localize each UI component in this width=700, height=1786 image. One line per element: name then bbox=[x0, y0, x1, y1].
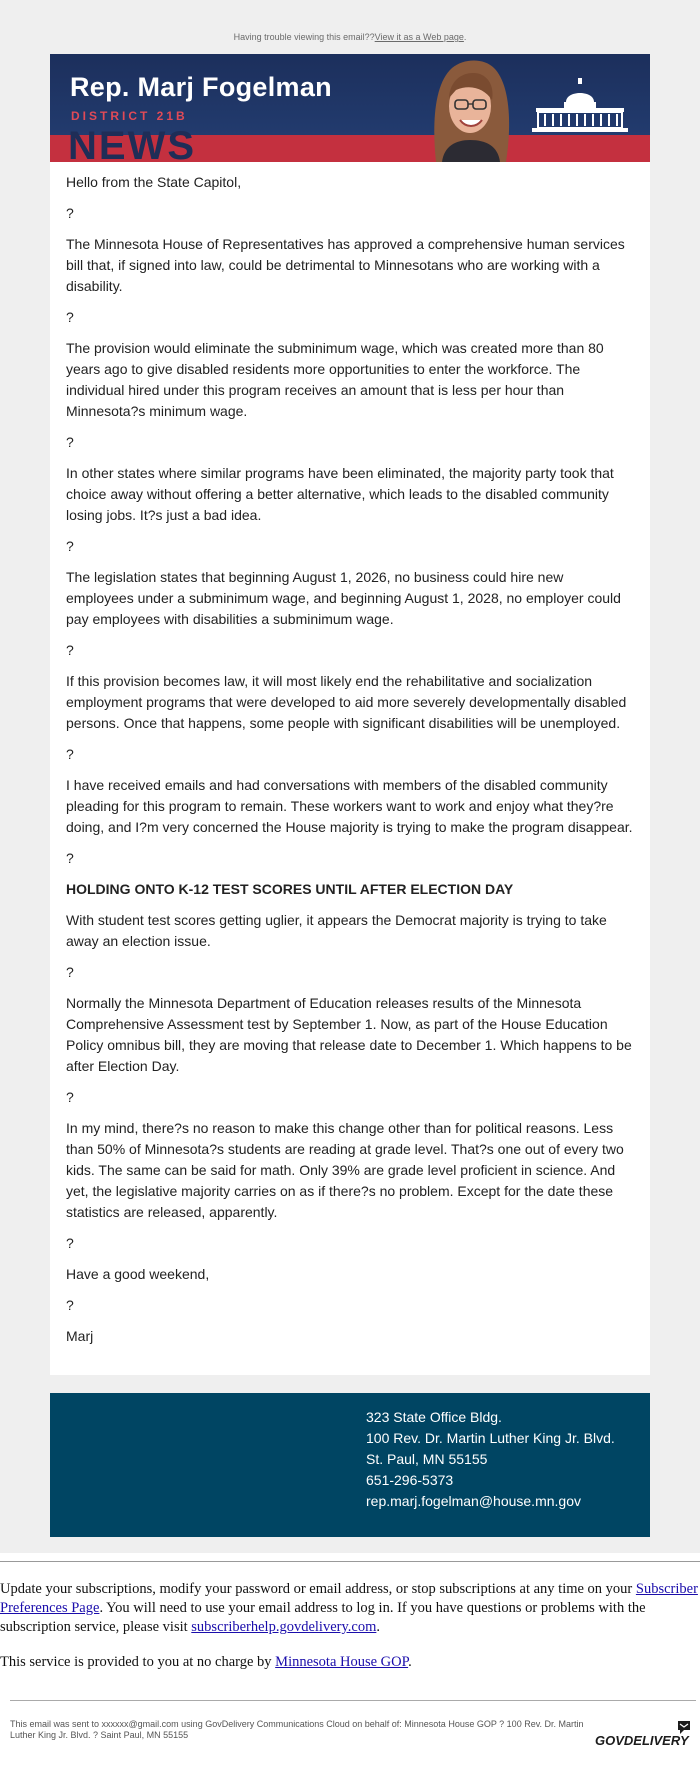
closing: Have a good weekend, bbox=[66, 1266, 210, 1282]
paragraph-1: The Minnesota House of Representatives has approved a comprehensive human services bill that, if signed into law, could be detrimental to Minnesotans who are working with a disability. bbox=[66, 236, 625, 294]
preheader bbox=[0, 30, 700, 54]
subscription-text-2: . You will need to use your email address to log in. If you have questions or problems with the subscription service, please visit bbox=[0, 1600, 646, 1635]
spacer-mark: ? bbox=[66, 1235, 74, 1251]
spacer-mark: ? bbox=[66, 434, 74, 450]
minnesota-house-gop-link[interactable]: Minnesota House GOP bbox=[275, 1654, 409, 1670]
email-card bbox=[50, 54, 650, 1375]
provided-text: This service is provided to you at no charge by bbox=[0, 1654, 276, 1670]
spacer-mark: ? bbox=[66, 309, 74, 325]
subscriber-preferences-link[interactable]: Subscriber Preferences Page bbox=[0, 1581, 698, 1616]
spacer-mark: ? bbox=[66, 850, 74, 866]
provided-suffix: . bbox=[408, 1654, 412, 1670]
spacer-mark: ? bbox=[66, 1297, 74, 1313]
address-line-1: 323 State Office Bldg. bbox=[366, 1409, 502, 1425]
spacer-mark: ? bbox=[66, 964, 74, 980]
paragraph-7: With student test scores getting uglier, it appears the Democrat majority is trying to take away an election issue. bbox=[66, 912, 607, 949]
phone-number: 651-296-5373 bbox=[366, 1472, 454, 1488]
district-label: DISTRICT 21B bbox=[71, 109, 188, 123]
paragraph-5: If this provision becomes law, it will most likely end the rehabilitative and socialization employment programs that were developed to aid more severely developmentally disabled persons. Once that happens, some people with significant disabilities will be unemployed. bbox=[66, 673, 627, 731]
subscription-text-3: . bbox=[376, 1619, 380, 1635]
subscriberhelp-link[interactable]: subscriberhelp.govdelivery.com bbox=[191, 1619, 377, 1635]
view-web-page-link[interactable]: View it as a Web page bbox=[374, 32, 464, 42]
paragraph-4: The legislation states that beginning August 1, 2026, no business could hire new employees under a subminimum wage, and beginning August 1, 2028, no employer could pay employees with disabilities a subminimum wage. bbox=[66, 569, 621, 627]
govdelivery-logo-text: GOVDELIVERY bbox=[595, 1733, 689, 1748]
spacer-mark: ? bbox=[66, 538, 74, 554]
legal-footer bbox=[0, 1701, 700, 1761]
spacer-mark: ? bbox=[66, 1089, 74, 1105]
contact-address bbox=[366, 1407, 615, 1512]
spacer-mark: ? bbox=[66, 746, 74, 762]
contact-footer bbox=[50, 1393, 650, 1537]
preheader-text: Having trouble viewing this email?? bbox=[233, 32, 375, 42]
representative-name: Rep. Marj Fogelman bbox=[70, 72, 332, 102]
subscription-text-1: Update your subscriptions, modify your password or email address, or stop subscriptions at any time on your bbox=[0, 1581, 636, 1597]
legal-text: This email was sent to xxxxxx@gmail.com using GovDelivery Communications Cloud on behalf of: Minnesota House GOP ? 100 Rev. Dr. Martin Luther King Jr. Blvd. ? Saint Paul, MN 55155 bbox=[10, 1719, 584, 1740]
news-wordmark: NEWS bbox=[68, 124, 196, 162]
section-heading: HOLDING ONTO K-12 TEST SCORES UNTIL AFTER ELECTION DAY bbox=[66, 881, 514, 897]
signature: Marj bbox=[66, 1328, 94, 1344]
paragraph-3: In other states where similar programs have been eliminated, the majority party took that choice away without offering a better alternative, which leads to the disabled community losing jobs. It?s just a bad idea. bbox=[66, 465, 614, 523]
paragraph-2: The provision would eliminate the subminimum wage, which was created more than 80 years ago to give disabled residents more opportunities to enter the workforce. The individual hired under this program receives an amount that is less per hour than Minnesota?s minimum wage. bbox=[66, 340, 604, 419]
spacer-mark: ? bbox=[66, 642, 74, 658]
preheader-suffix: . bbox=[463, 32, 467, 42]
greeting: Hello from the State Capitol, bbox=[66, 174, 242, 190]
email-link[interactable]: rep.marj.fogelman@house.mn.gov bbox=[366, 1493, 581, 1509]
subscription-paragraph bbox=[0, 1580, 700, 1637]
provided-paragraph bbox=[0, 1653, 700, 1672]
spacer-mark: ? bbox=[66, 205, 74, 221]
paragraph-9: In my mind, there?s no reason to make this change other than for political reasons. Less than 50% of Minnesota?s students are reading at grade level. That?s one out of every two kids. The same can be said for math. Only 39% are grade level proficient in science. And yet, the legislative majority carries on as if there?s no problem. Except for the date these statistics are released, apparently. bbox=[66, 1120, 624, 1220]
email-body bbox=[50, 162, 650, 1375]
portrait-photo bbox=[422, 54, 518, 162]
address-line-3: St. Paul, MN 55155 bbox=[366, 1451, 488, 1467]
govdelivery-logo[interactable] bbox=[594, 1719, 692, 1751]
capitol-building-icon bbox=[530, 78, 630, 136]
paragraph-8: Normally the Minnesota Department of Education releases results of the Minnesota Comprehensive Assessment test by September 1. Now, as part of the House Education Policy omnibus bill, they are moving that release date to December 1. Which happens to be after Election Day. bbox=[66, 995, 632, 1074]
address-line-2: 100 Rev. Dr. Martin Luther King Jr. Blvd. bbox=[366, 1430, 615, 1446]
paragraph-6: I have received emails and had conversations with members of the disabled community pleading for this program to remain. These workers want to work and enjoy what they?re doing, and I?m very concerned the House majority is trying to make the program disappear. bbox=[66, 777, 633, 835]
subscription-info bbox=[0, 1562, 700, 1672]
header-banner bbox=[50, 54, 650, 162]
